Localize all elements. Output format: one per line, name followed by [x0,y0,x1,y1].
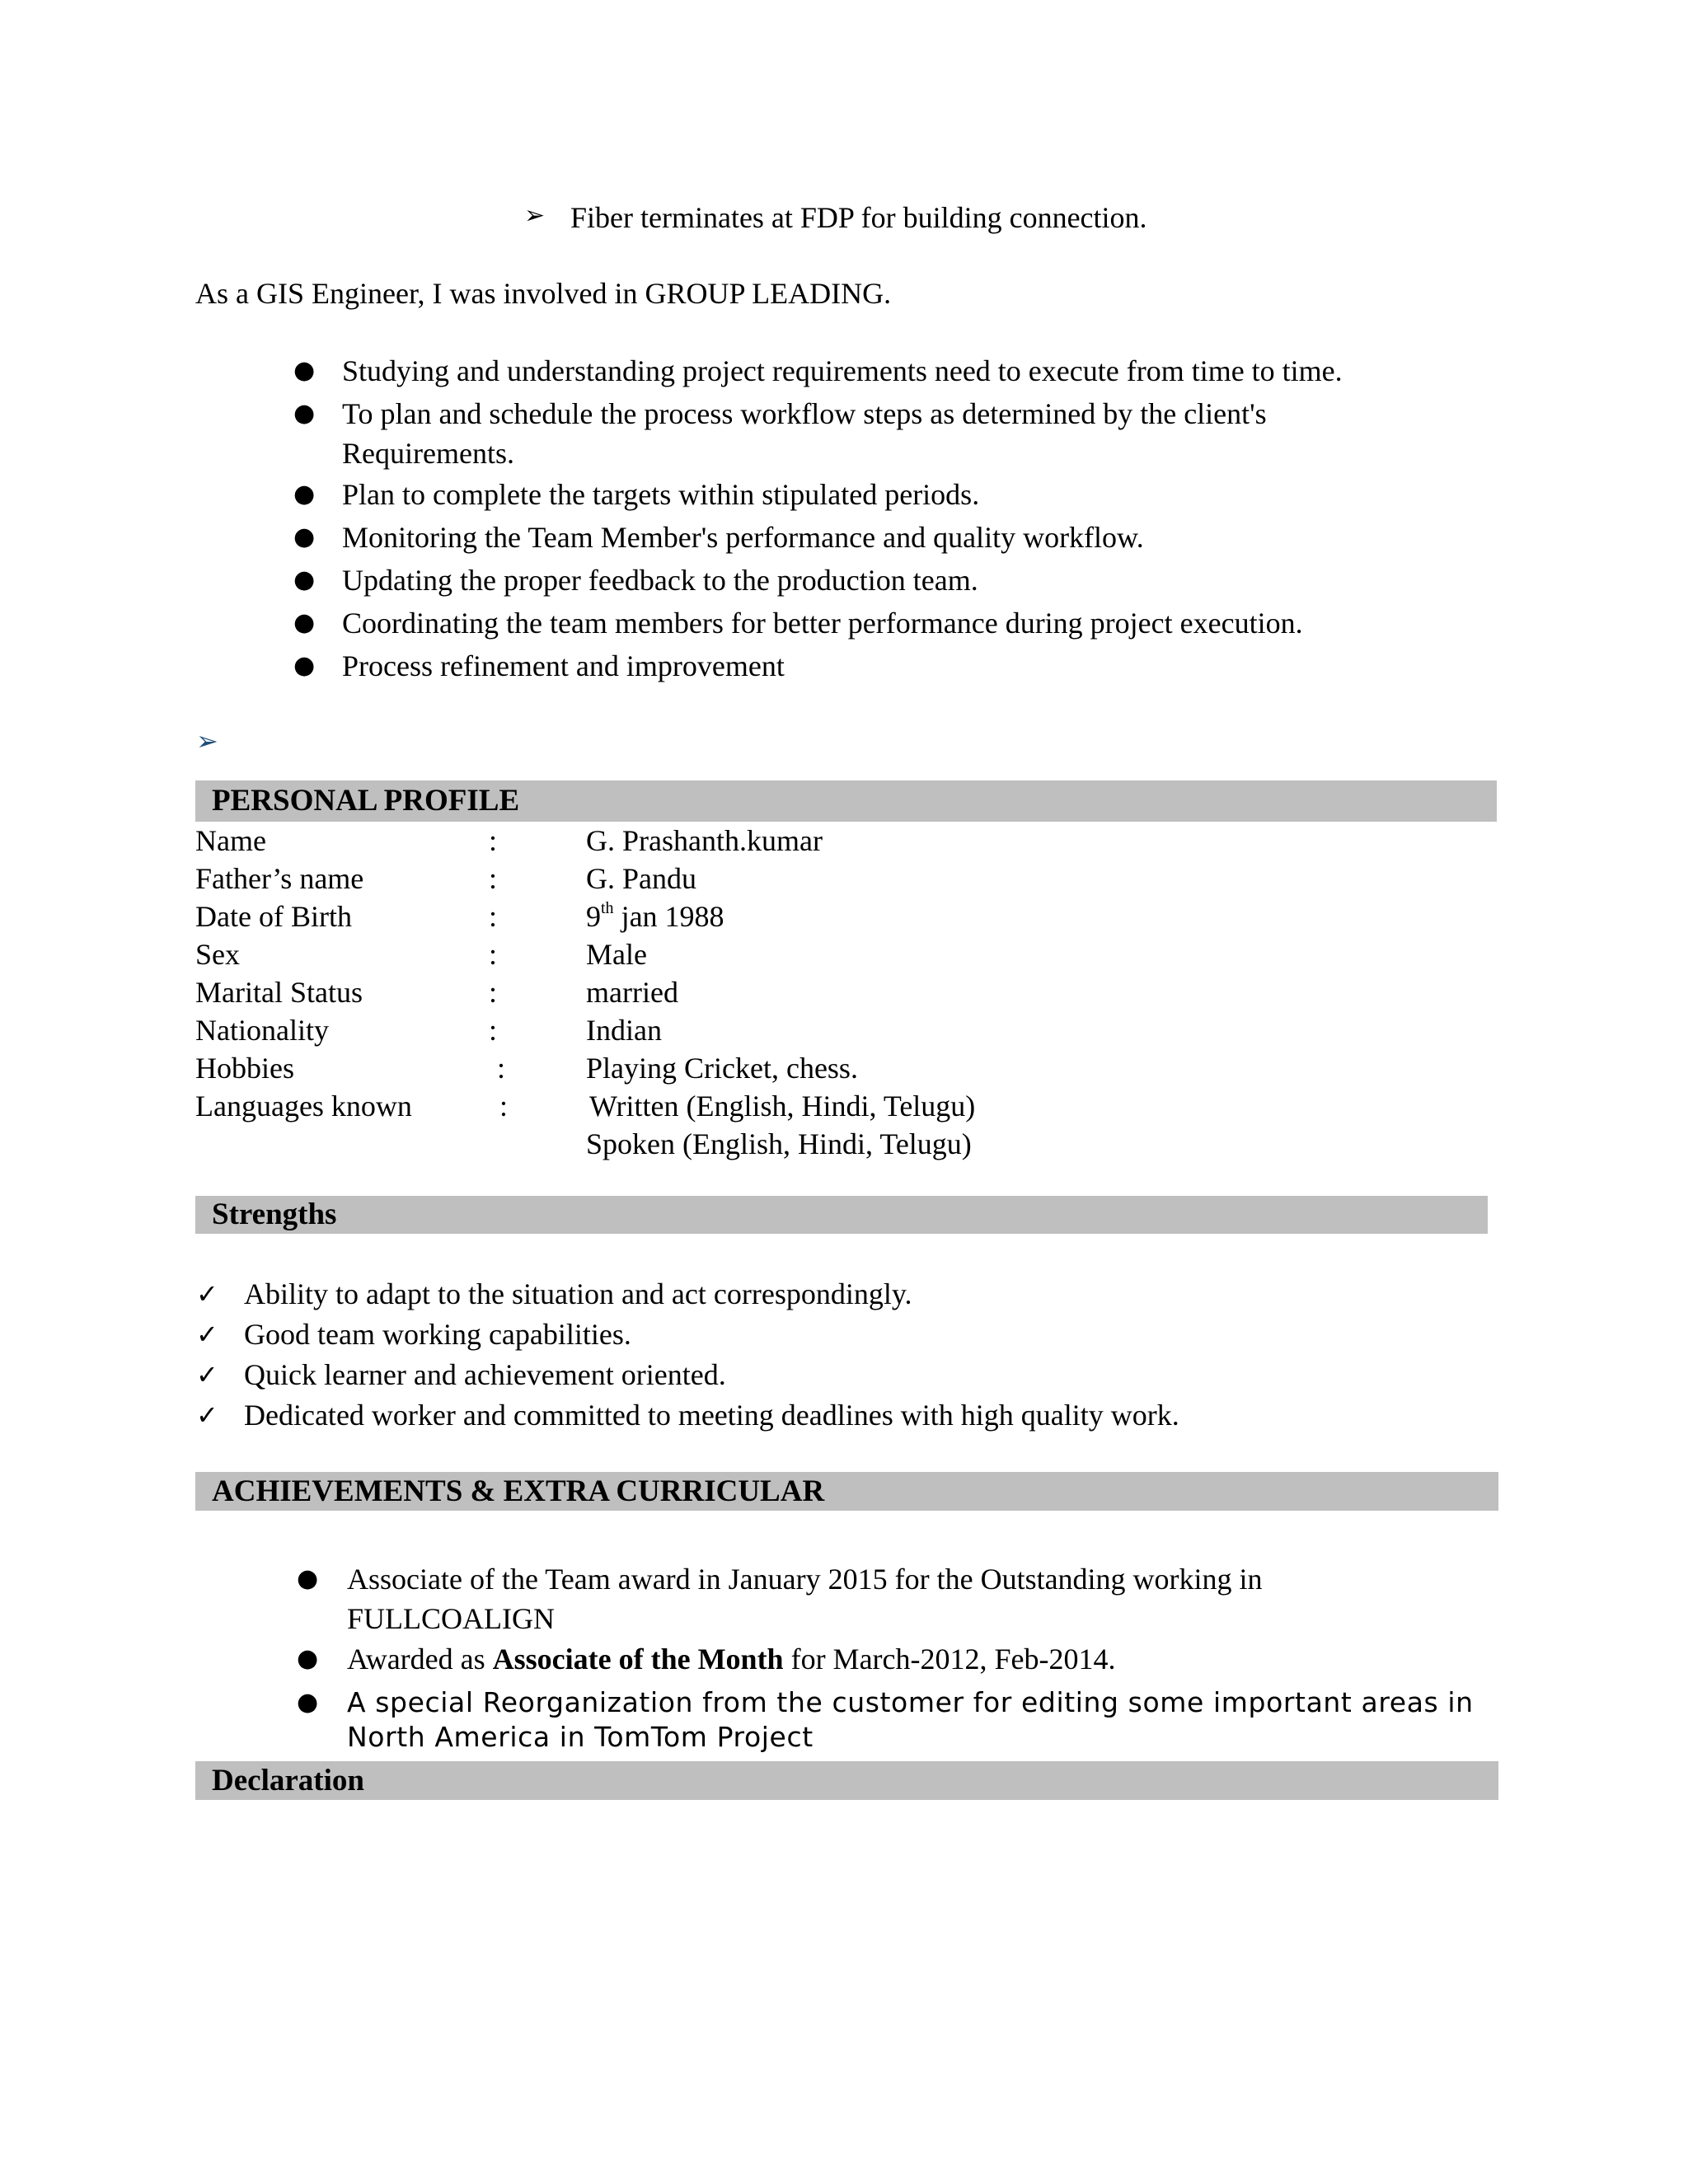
checkmark-icon: ✓ [196,1319,218,1350]
checkmark-icon: ✓ [196,1399,218,1431]
colon: : [497,1052,506,1085]
section-heading: PERSONAL PROFILE [212,784,520,818]
profile-value-nationality: Indian [586,1014,662,1047]
profile-value-languages-spoken: Spoken (English, Hindi, Telugu) [586,1127,972,1160]
list-item: Associate of the Team award in January 2015 for the Outstanding working in [347,1563,1263,1596]
list-item-continuation: Requirements. [342,437,514,470]
profile-value-dob: 9th jan 1988 [586,899,724,933]
personal-profile-heading-bar [195,780,1497,822]
list-item: Good team working capabilities. [244,1318,631,1351]
checkmark-icon: ✓ [196,1278,218,1310]
profile-value-languages-written: Written (English, Hindi, Telugu) [589,1090,976,1122]
section-heading: ACHIEVEMENTS & EXTRA CURRICULAR [212,1474,825,1508]
checkmark-icon: ✓ [196,1359,218,1390]
colon: : [489,824,498,857]
profile-value-sex: Male [586,938,647,971]
profile-label-fathers-name: Father’s name [195,862,364,895]
colon: : [489,900,498,933]
bullet-icon: ● [293,480,316,509]
list-item: Coordinating the team members for better performance during project execution. [342,607,1303,640]
profile-label-name: Name [195,824,266,857]
profile-value-hobbies: Playing Cricket, chess. [586,1052,858,1085]
list-item: Studying and understanding project requirements need to execute from time to time. [342,354,1343,387]
arrow-bullet-icon: ➢ [524,201,546,230]
list-item: Ability to adapt to the situation and act correspondingly. [244,1277,912,1310]
profile-label-marital-status: Marital Status [195,976,363,1009]
arrow-bullet-icon: ➢ [196,725,218,757]
profile-value-name: G. Prashanth.kumar [586,824,823,857]
bullet-icon: ● [297,1564,319,1593]
list-item: Awarded as Associate of the Month for March-2012, Feb-2014. [347,1643,1116,1675]
strengths-heading-bar [195,1196,1488,1234]
list-item-continuation: FULLCOALIGN [347,1602,555,1635]
list-item: A special Reorganization from the customer for editing some important areas in [347,1686,1474,1718]
list-item: To plan and schedule the process workflow steps as determined by the client's [342,397,1267,430]
bullet-icon: ● [293,356,316,385]
profile-label-sex: Sex [195,938,240,971]
achievements-heading-bar [195,1472,1498,1511]
profile-value-marital-status: married [586,976,678,1009]
list-item-continuation: North America in TomTom Project [347,1721,814,1753]
list-item: Quick learner and achievement oriented. [244,1358,726,1391]
list-item: Updating the proper feedback to the production team. [342,564,978,597]
section-heading: Declaration [212,1764,364,1797]
arrow-item-text: Fiber terminates at FDP for building connection. [570,201,1147,234]
list-item: Monitoring the Team Member's performance and quality workflow. [342,521,1144,554]
colon: : [499,1090,509,1122]
profile-label-nationality: Nationality [195,1014,329,1047]
profile-label-dob: Date of Birth [195,900,352,933]
bullet-icon: ● [293,399,316,428]
colon: : [489,976,498,1009]
section-heading: Strengths [212,1197,337,1231]
list-item: Process refinement and improvement [342,649,785,682]
bullet-icon: ● [293,651,316,680]
colon: : [489,862,498,895]
profile-value-fathers-name: G. Pandu [586,862,696,895]
bullet-icon: ● [293,608,316,637]
declaration-heading-bar [195,1761,1498,1800]
bullet-icon: ● [297,1688,319,1717]
list-item: Plan to complete the targets within stipulated periods. [342,478,980,511]
profile-label-hobbies: Hobbies [195,1052,294,1085]
bullet-icon: ● [293,565,316,594]
role-line: As a GIS Engineer, I was involved in GROUP LEADING. [195,277,892,310]
bullet-icon: ● [297,1644,319,1673]
colon: : [489,1014,498,1047]
profile-label-languages: Languages known [195,1090,412,1122]
bullet-icon: ● [293,523,316,551]
list-item: Dedicated worker and committed to meeting deadlines with high quality work. [244,1399,1179,1432]
colon: : [489,938,498,971]
